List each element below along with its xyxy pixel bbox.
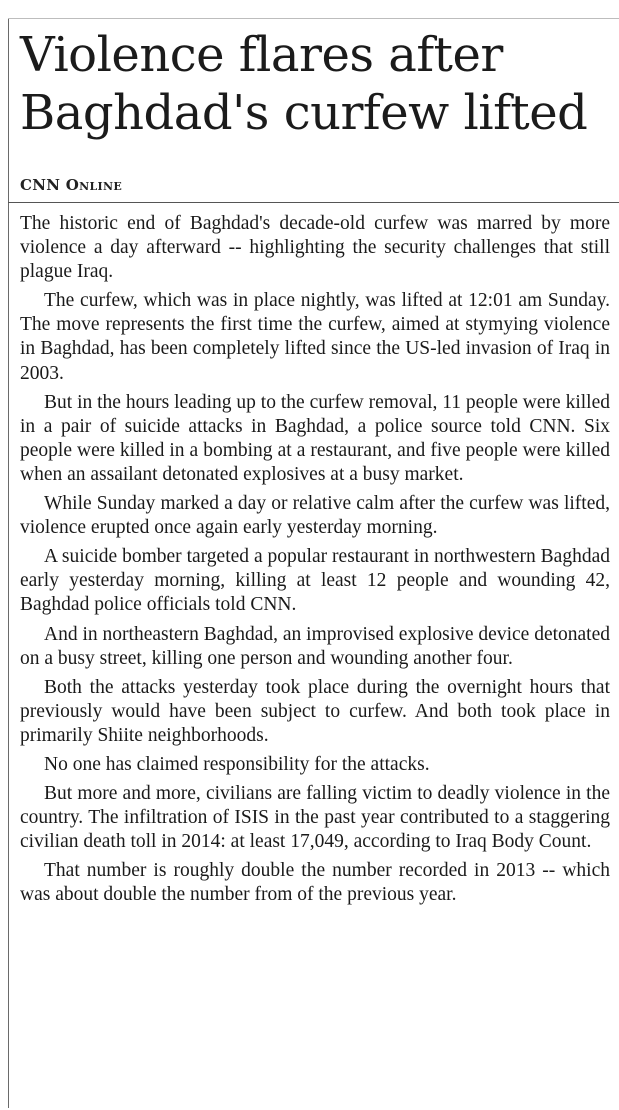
paragraph: Both the attacks yesterday took place during the overnight hours that previously would have been subject to curfew. And both took place in primarily Shiite neighborhoods.	[20, 676, 610, 746]
column-rule-left	[8, 18, 9, 1108]
byline-divider	[8, 202, 619, 203]
article-body	[20, 212, 610, 913]
paragraph: That number is roughly double the number recorded in 2013 -- which was about double the number from of the previous year.	[20, 860, 610, 906]
headline: Violence flares after Baghdad's curfew lifted	[20, 27, 588, 141]
paragraph: But more and more, civilians are falling victim to deadly violence in the country. The infiltration of ISIS in the past year contributed to a staggering civilian death toll in 2014: at least 17,049, according to Iraq Body Count.	[20, 783, 610, 853]
paragraph: While Sunday marked a day or relative calm after the curfew was lifted, violence erupted once again early yesterday morning.	[20, 493, 610, 539]
paragraph: The curfew, which was in place nightly, was lifted at 12:01 am Sunday. The move represents the first time the curfew, aimed at stymying violence in Baghdad, has been completely lifted since the US-led invasion of Iraq in 2003.	[20, 290, 610, 384]
column-rule-top	[8, 18, 619, 19]
paragraph: But in the hours leading up to the curfew removal, 11 people were killed in a pair of suicide attacks in Baghdad, a police source told CNN. Six people were killed in a bombing at a restaurant, and five people were killed when an assailant detonated explosives at a busy market.	[20, 391, 610, 485]
paragraph: A suicide bomber targeted a popular restaurant in northwestern Baghdad early yesterday morning, killing at least 12 people and wounding 42, Baghdad police officials told CNN.	[20, 546, 610, 616]
paragraph: The historic end of Baghdad's decade-old curfew was marred by more violence a day afterward -- highlighting the security challenges that still plague Iraq.	[20, 213, 610, 283]
paragraph: And in northeastern Baghdad, an improvised explosive device detonated on a busy street, killing one person and wounding another four.	[20, 623, 610, 669]
paragraph: No one has claimed responsibility for the attacks.	[44, 753, 430, 775]
byline: CNN Online	[20, 176, 123, 194]
